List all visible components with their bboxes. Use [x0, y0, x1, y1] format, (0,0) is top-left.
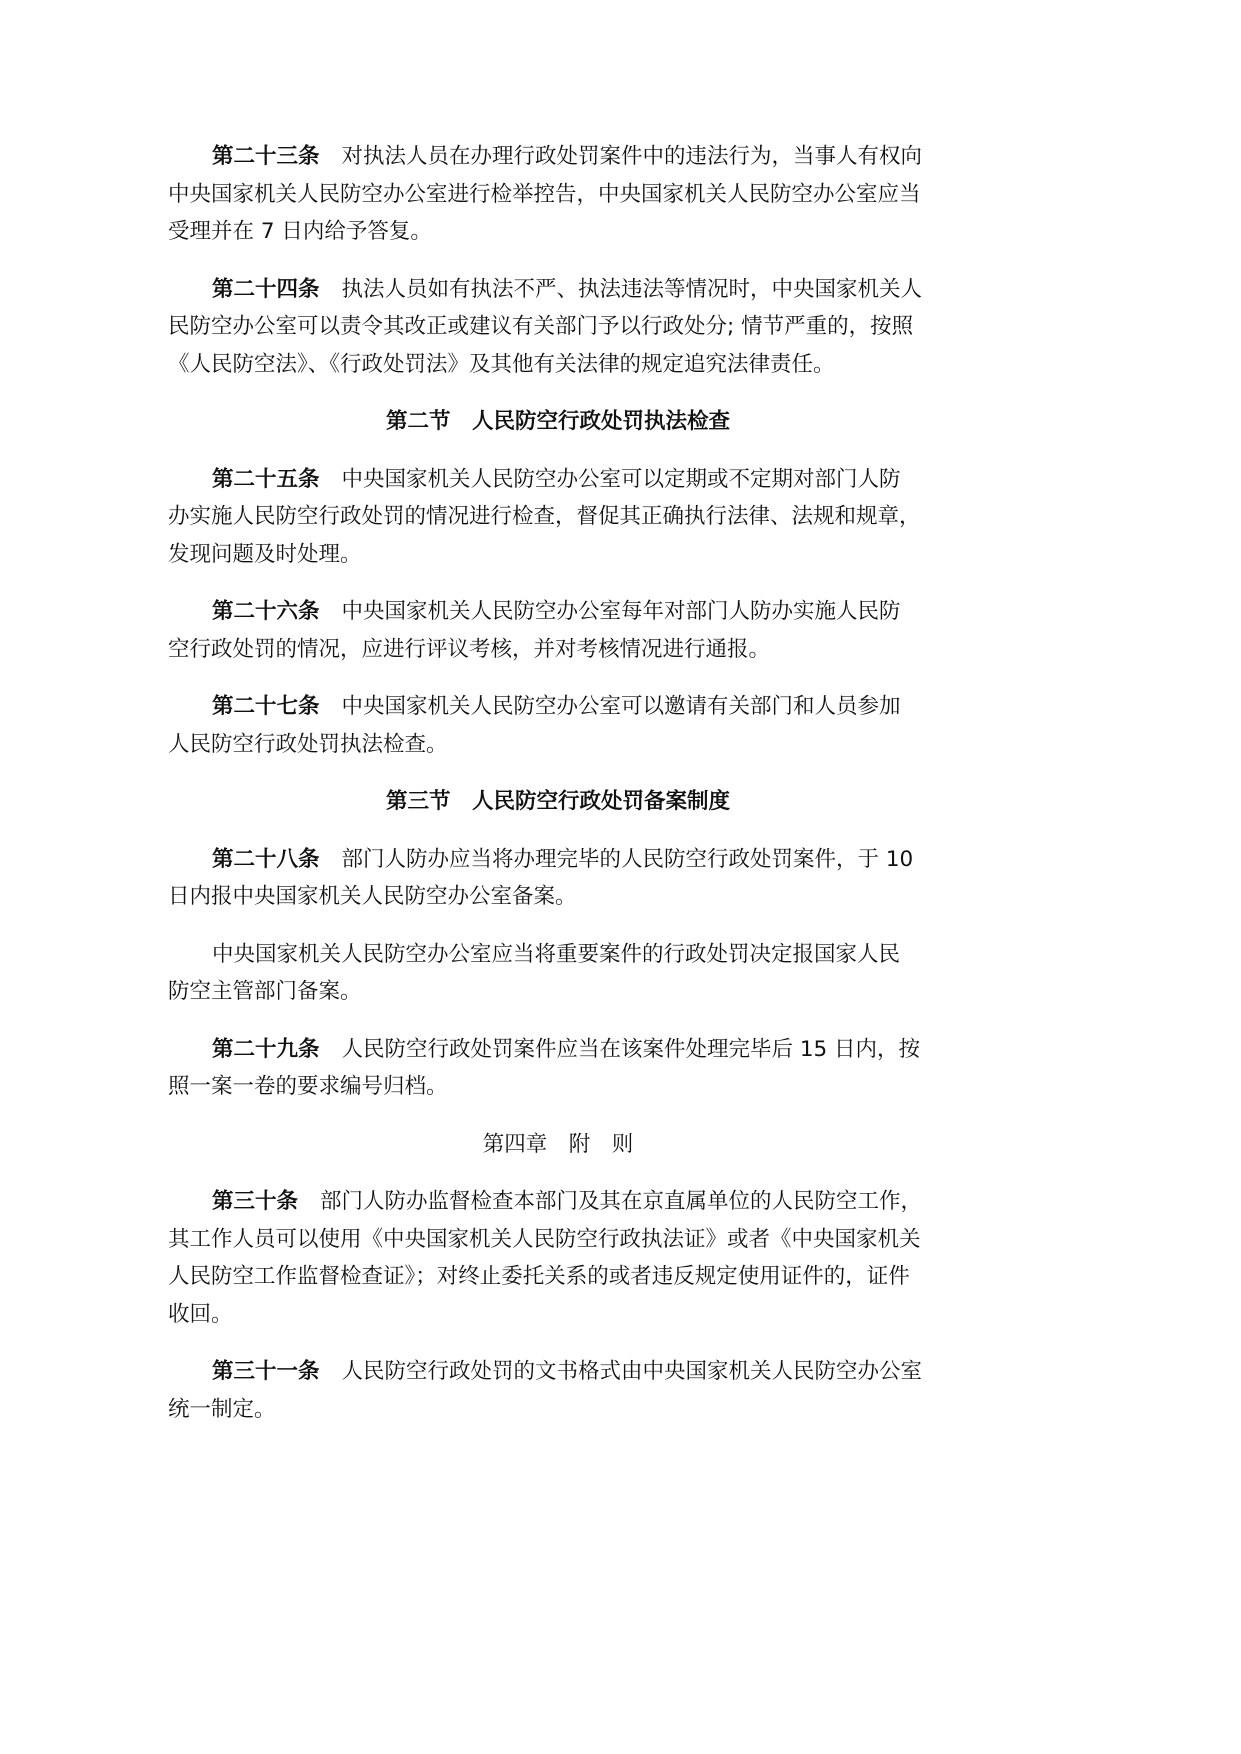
article-31 [168, 1353, 948, 1428]
article-label: 第二十四条 [212, 276, 320, 301]
article-24 [168, 271, 948, 384]
article-27 [168, 688, 948, 763]
document-page [168, 138, 948, 1448]
article-line [168, 138, 948, 176]
article-line: 其工作人员可以使用《中央国家机关人民防空行政执法证》或者《中央国家机关 [168, 1226, 921, 1252]
article-text: 中央国家机关人民防空办公室可以邀请有关部门和人员参加 [341, 694, 901, 719]
article-label: 第二十九条 [212, 1036, 320, 1061]
article-28 [168, 841, 948, 916]
article-line: 受理并在 7 日内给予答复。 [168, 219, 432, 244]
article-label: 第三十条 [212, 1189, 299, 1213]
article-line: 防空主管部门备案。 [168, 979, 362, 1004]
article-line: 发现问题及时处理。 [168, 541, 362, 567]
section-2-heading: 第二节 人民防空行政处罚执法检查 [385, 409, 730, 433]
article-text: 执法人员如有执法不严、执法违法等情况时，中央国家机关人 [341, 276, 923, 302]
article-line: 人民防空行政处罚执法检查。 [168, 731, 448, 757]
article-29 [168, 1031, 948, 1106]
article-line: 照一案一卷的要求编号归档。 [168, 1074, 448, 1099]
article-line [168, 1031, 948, 1069]
article-line: 中央国家机关人民防空办公室进行检举控告，中央国家机关人民防空办公室应当 [168, 181, 921, 207]
article-line [168, 841, 948, 879]
article-23 [168, 138, 948, 251]
article-line [168, 271, 948, 309]
article-line [168, 1353, 948, 1391]
article-label: 第二十七条 [212, 694, 320, 718]
article-line [168, 461, 948, 499]
chapter-4-heading: 第四章 附 则 [482, 1131, 634, 1156]
article-line: 《人民防空法》、《行政处罚法》及其他有关法律的规定追究法律责任。 [168, 351, 835, 377]
article-line [168, 688, 948, 726]
article-text: 人民防空行政处罚的文书格式由中央国家机关人民防空办公室 [341, 1359, 923, 1384]
article-line: 中央国家机关人民防空办公室应当将重要案件的行政处罚决定报国家人民 [212, 941, 901, 967]
article-text: 人民防空行政处罚案件应当在该案件处理完毕后 15 日内，按 [341, 1036, 921, 1062]
article-26 [168, 593, 948, 668]
article-label: 第二十三条 [212, 144, 320, 168]
article-label: 第二十八条 [212, 846, 320, 871]
article-text: 中央国家机关人民防空办公室每年对部门人防办实施人民防 [341, 599, 901, 624]
article-text: 对执法人员在办理行政处罚案件中的违法行为，当事人有权向 [341, 144, 923, 169]
article-label: 第二十六条 [212, 599, 320, 623]
article-line: 人民防空工作监督检查证》；对终止委托关系的或者违反规定使用证件的，证件 [168, 1264, 910, 1289]
article-text: 部门人防办监督检查本部门及其在京直属单位的人民防空工作， [320, 1189, 923, 1214]
article-line [168, 1183, 948, 1221]
article-line [168, 593, 948, 631]
article-30 [168, 1183, 948, 1333]
article-line: 日内报中央国家机关人民防空办公室备案。 [168, 884, 577, 909]
article-line: 收回。 [168, 1301, 233, 1327]
article-line: 空行政处罚的情况，应进行评议考核，并对考核情况进行通报。 [168, 636, 771, 662]
article-label: 第二十五条 [212, 466, 320, 491]
article-line: 办实施人民防空行政处罚的情况进行检查，督促其正确执行法律、法规和规章， [168, 504, 921, 529]
section-3-heading: 第三节 人民防空行政处罚备案制度 [385, 789, 730, 813]
article-28-paragraph-2 [168, 936, 948, 1011]
article-25 [168, 461, 948, 574]
article-line: 统一制定。 [168, 1396, 276, 1422]
article-text: 中央国家机关人民防空办公室可以定期或不定期对部门人防 [341, 466, 901, 492]
article-label: 第三十一条 [212, 1359, 320, 1383]
article-text: 部门人防办应当将办理完毕的人民防空行政处罚案件，于 10 [341, 846, 914, 872]
article-line: 民防空办公室可以责令其改正或建议有关部门予以行政处分; 情节严重的，按照 [168, 314, 914, 339]
